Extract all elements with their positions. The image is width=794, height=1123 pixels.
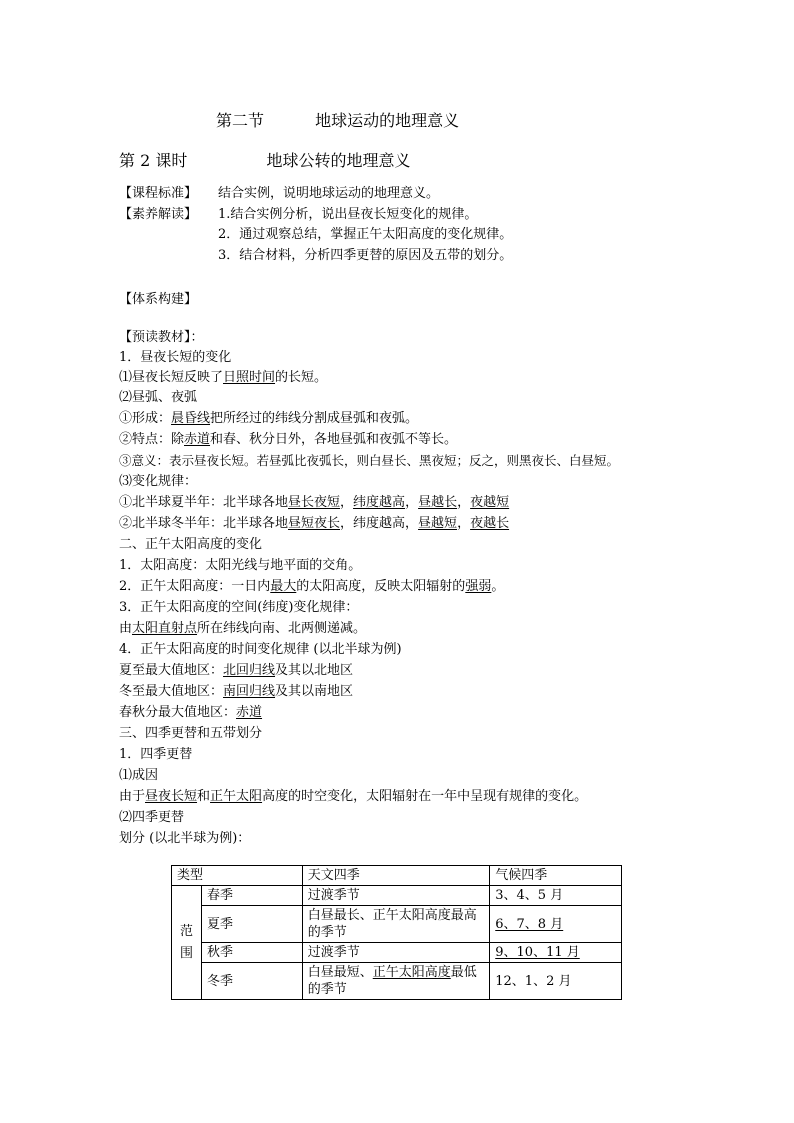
table-header-row [172, 866, 622, 886]
text-line: 1．太阳高度：太阳光线与地平面的交角。 [119, 558, 362, 573]
text-span: 由 [119, 621, 133, 636]
section-title: 地球运动的地理意义 [315, 111, 460, 130]
text-line [119, 663, 353, 679]
text-span: ， [340, 495, 354, 510]
text-line: 1．四季更替 [119, 747, 193, 762]
text-line [119, 370, 327, 386]
text-line [119, 705, 262, 721]
climate-cell [490, 943, 622, 963]
text-line [119, 579, 504, 595]
text-span: 冬至最大值地区： [119, 684, 224, 699]
answer-span: 9、10、11 月 [495, 945, 580, 960]
section-heading [216, 108, 459, 131]
text-span: ，纬度越高， [340, 516, 419, 531]
text-span: ， [457, 516, 471, 531]
astro-cell: 过渡季节 [302, 943, 490, 963]
table-row [172, 886, 622, 906]
text-span: 最低的季节 [307, 965, 477, 997]
season-cell: 春季 [201, 886, 302, 906]
text-line [119, 411, 418, 427]
section-heading-2: 二、正午太阳高度的变化 [119, 537, 263, 552]
text-line: ⑴成因 [119, 768, 159, 783]
literacy-item: 1.结合实例分析，说出昼夜长短变化的规律。 [218, 207, 478, 222]
text-span: 高度的时空变化，太阳辐射在一年中呈现有规律的变化。 [262, 789, 588, 804]
course-standard-label: 【课程标准】 [119, 186, 198, 201]
answer-span: 南回归线 [223, 684, 276, 699]
text-line: 1．昼夜长短的变化 [119, 350, 232, 365]
text-line: ⑶变化规律： [119, 474, 198, 489]
text-span: 春秋分最大值地区： [119, 705, 237, 720]
season-table [171, 865, 622, 1000]
system-heading: 【体系构建】 [119, 292, 198, 307]
literacy-item: 3．结合材料，分析四季更替的原因及五带的划分。 [218, 248, 513, 263]
answer-span: 正午太阳高度 [372, 965, 451, 980]
lesson-title: 地球公转的地理意义 [266, 151, 411, 170]
lesson-number: 第 2 课时 [119, 151, 188, 170]
text-line: 4．正午太阳高度的时间变化规律 (以北半球为例) [119, 642, 402, 657]
text-span: ①北半球夏半年：北半球各地 [119, 495, 289, 510]
answer-span: 北回归线 [223, 663, 276, 678]
climate-cell: 3、4、5 月 [490, 886, 622, 906]
text-line [119, 495, 509, 511]
course-standard-text: 结合实例，说明地球运动的地理意义。 [218, 186, 440, 201]
text-span: 夏至最大值地区： [119, 663, 224, 678]
text-span: 由于 [119, 789, 146, 804]
text-line [119, 684, 353, 700]
astro-cell: 白昼最长、正午太阳高度最高的季节 [302, 906, 490, 943]
header-cell: 类型 [172, 866, 303, 886]
answer-span: 赤道 [184, 432, 211, 447]
answer-span: 日照时间 [223, 370, 276, 385]
season-cell: 夏季 [201, 906, 302, 943]
text-line: 3．正午太阳高度的空间(纬度)变化规律： [119, 600, 359, 615]
text-line: ⑵四季更替 [119, 810, 185, 825]
text-line [119, 789, 587, 805]
text-span: 及其以南地区 [275, 684, 354, 699]
text-line [119, 432, 457, 448]
text-span: 及其以北地区 [275, 663, 354, 678]
astro-cell: 过渡季节 [302, 886, 490, 906]
answer-span: 夜越短 [470, 495, 510, 510]
answer-span: 6、7、8 月 [495, 916, 564, 932]
answer-span: 晨昏线 [171, 411, 211, 426]
answer-span: 昼短夜长 [288, 516, 341, 531]
season-cell: 秋季 [201, 943, 302, 963]
range-label: 范围 [179, 923, 193, 961]
text-line: ⑵昼弧、夜弧 [119, 390, 198, 405]
preview-heading: 【预读教材】： [119, 330, 204, 345]
table-row [172, 906, 622, 943]
answer-span: 昼长夜短 [288, 495, 341, 510]
header-cell: 气候四季 [490, 866, 622, 886]
season-cell: 冬季 [201, 963, 302, 1000]
climate-cell [490, 906, 622, 943]
answer-span: 夜越长 [470, 516, 510, 531]
lesson-heading [119, 148, 410, 171]
text-line: ③意义：表示昼夜长短。若昼弧比夜弧长，则白昼长、黑夜短；反之，则黑夜长、白昼短。 [119, 453, 620, 468]
text-span: 和春、秋分日外，各地昼弧和夜弧不等长。 [210, 432, 458, 447]
answer-span: 最大 [270, 579, 297, 594]
answer-span: 太阳直射点 [132, 621, 198, 636]
literacy-item: 2．通过观察总结，掌握正午太阳高度的变化规律。 [218, 227, 513, 242]
range-cell [172, 886, 202, 1000]
text-span: ⑴昼夜长短反映了 [119, 370, 224, 385]
text-span: 的长短。 [275, 370, 328, 385]
section-heading-3: 三、四季更替和五带划分 [119, 726, 263, 741]
text-span: ②特点：除 [119, 432, 185, 447]
text-span: 白昼最短、 [307, 965, 373, 980]
climate-cell: 12、1、2 月 [490, 963, 622, 1000]
text-span: 的太阳高度，反映太阳辐射的 [296, 579, 466, 594]
header-cell: 天文四季 [302, 866, 490, 886]
answer-span: 昼越长 [418, 495, 458, 510]
section-number: 第二节 [216, 111, 265, 130]
text-span: ， [405, 495, 419, 510]
text-span: 2．正午太阳高度：一日内 [119, 579, 271, 594]
text-span: 。 [491, 579, 505, 594]
answer-span: 纬度越高 [353, 495, 406, 510]
answer-span: 昼越短 [418, 516, 458, 531]
answer-span: 昼夜长短 [145, 789, 198, 804]
text-span: 所在纬线向南、北两侧递减。 [197, 621, 367, 636]
answer-span: 强弱 [465, 579, 492, 594]
text-line [119, 516, 509, 532]
text-span: ②北半球冬半年：北半球各地 [119, 516, 289, 531]
answer-span: 正午太阳 [210, 789, 263, 804]
text-span: 和 [197, 789, 211, 804]
table-row [172, 963, 622, 1000]
text-span: 把所经过的纬线分割成昼弧和夜弧。 [210, 411, 419, 426]
text-line: 划分 (以北半球为例)： [119, 831, 251, 846]
answer-span: 赤道 [236, 705, 263, 720]
astro-cell [302, 963, 490, 1000]
text-span: ①形成： [119, 411, 172, 426]
literacy-label: 【素养解读】 [119, 207, 198, 222]
text-line [119, 621, 366, 637]
text-span: ， [457, 495, 471, 510]
table-row [172, 943, 622, 963]
